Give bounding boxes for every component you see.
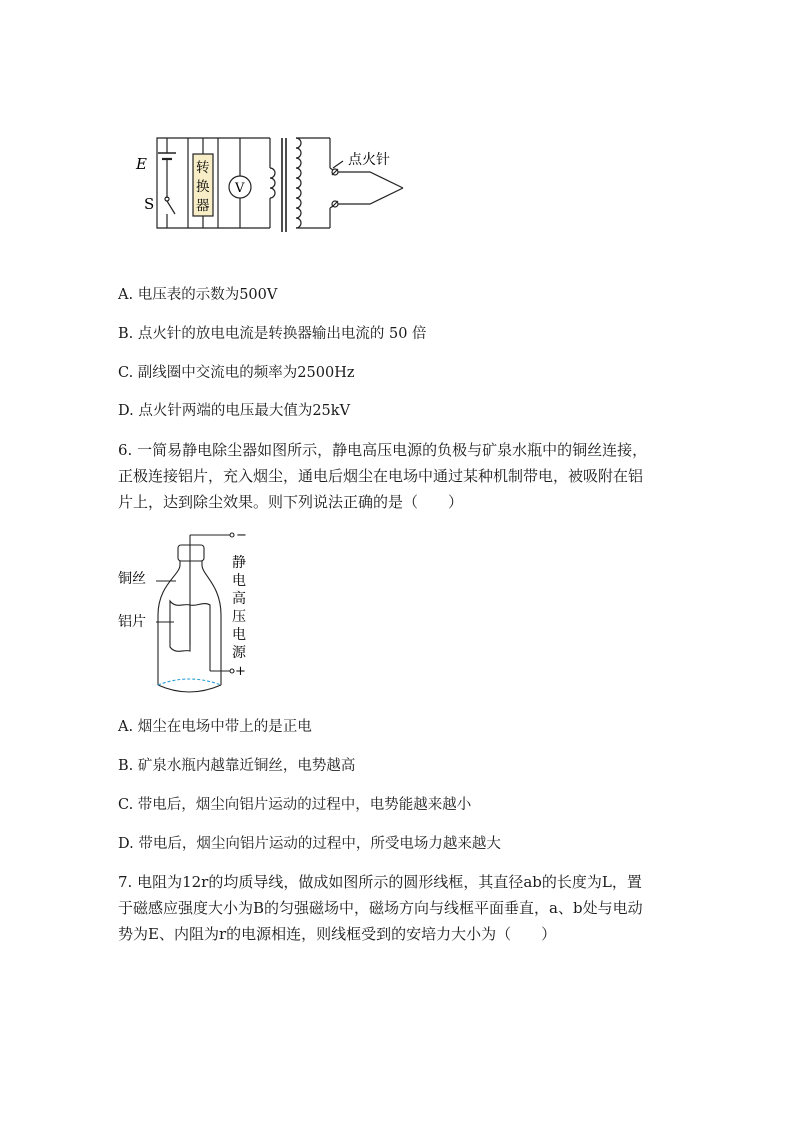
converter-char-2: 换 — [196, 179, 210, 195]
switch-blade — [167, 201, 175, 214]
emf-label: E — [136, 155, 147, 173]
q6-stem-line-2: 正极连接铝片，充入烟尘，通电后烟尘在电场中通过某种机制带电，被吸附在铝 — [118, 467, 644, 485]
q7-stem-line-2: 于磁感应强度大小为B的匀强磁场中，磁场方向与线框平面垂直，a、b处与电动 — [118, 899, 643, 917]
needle-label: 点火针 — [348, 152, 390, 168]
bottle-bottom-back — [158, 679, 221, 685]
q7-stem-line-1: 7. 电阻为12r的均质导线，做成如图所示的圆形线框，其直径ab的长度为L，置 — [118, 873, 642, 891]
q6-option-d: D. 带电后，烟尘向铝片运动的过程中，所受电场力越来越大 — [118, 836, 501, 852]
source-char-5: 电 — [232, 627, 246, 643]
negative-terminal — [230, 533, 234, 537]
bottle-left-wall — [158, 561, 180, 685]
q6-option-a: A. 烟尘在电场中带上的是正电 — [118, 719, 312, 735]
positive-sign: + — [235, 664, 246, 679]
bottle-cap — [178, 545, 204, 561]
q6-stem — [118, 437, 688, 515]
q6-stem-line-1: 6. 一简易静电除尘器如图所示，静电高压电源的负极与矿泉水瓶中的铜丝连接， — [118, 441, 648, 459]
aluminum-label: 铝片 — [118, 614, 146, 630]
aluminum-sheet-right — [190, 604, 210, 671]
dust-collector-diagram — [118, 525, 278, 700]
switch-label: S — [144, 195, 155, 213]
bottle-right-wall — [202, 561, 221, 685]
q6-stem-line-3: 片上，达到除尘效果。则下列说法正确的是（ ） — [118, 493, 464, 511]
left-loop-wire — [157, 138, 188, 228]
source-char-4: 压 — [232, 609, 246, 625]
needle-upper — [338, 172, 403, 188]
converter-char-1: 转 — [196, 160, 210, 176]
q5-option-a: A. 电压表的示数为500V — [118, 287, 278, 303]
source-char-3: 高 — [232, 591, 246, 607]
source-char-6: 源 — [232, 645, 246, 661]
needle-lower — [338, 188, 403, 204]
converter-char-3: 器 — [196, 198, 210, 214]
voltmeter-label: V — [235, 181, 245, 196]
q7-stem-line-3: 势为E、内阻为r的电源相连，则线框受到的安培力大小为（ ） — [118, 925, 557, 943]
q6-option-c: C. 带电后，烟尘向铝片运动的过程中，电势能越来越小 — [118, 797, 472, 813]
primary-coil — [270, 168, 275, 198]
q6-option-b: B. 矿泉水瓶内越靠近铜丝，电势越高 — [118, 758, 356, 774]
source-char-2: 电 — [232, 573, 246, 589]
q5-option-b: B. 点火针的放电电流是转换器输出电流的 50 倍 — [118, 326, 427, 342]
negative-sign: − — [236, 528, 247, 543]
q5-option-d: D. 点火针两端的电压最大值为25kV — [118, 403, 351, 419]
copper-label: 铜丝 — [118, 571, 146, 587]
q5-option-c: C. 副线圈中交流电的频率为2500Hz — [118, 365, 355, 381]
positive-terminal — [230, 669, 234, 673]
bottle-bottom — [158, 685, 221, 692]
q7-stem — [118, 869, 688, 947]
source-char-1: 静 — [232, 555, 246, 571]
ignition-circuit-diagram — [130, 128, 420, 238]
secondary-coil — [296, 138, 301, 228]
aluminum-sheet-left — [170, 601, 190, 651]
